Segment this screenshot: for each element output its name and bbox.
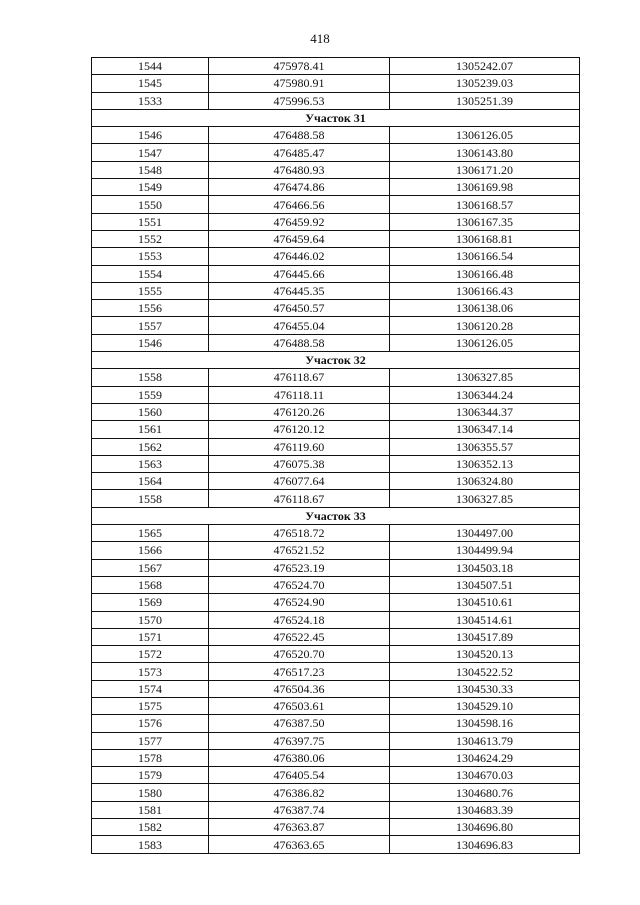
table-row	[92, 403, 580, 420]
x-coordinate-cell: 476455.04	[209, 317, 390, 334]
y-coordinate-cell: 1306171.20	[390, 161, 580, 178]
point-number-cell: 1565	[92, 525, 209, 542]
table-row	[92, 196, 580, 213]
y-coordinate-cell: 1306327.85	[390, 490, 580, 507]
table-row	[92, 784, 580, 801]
table-row	[92, 576, 580, 593]
y-coordinate-cell: 1306167.35	[390, 213, 580, 230]
y-coordinate-cell: 1304514.61	[390, 611, 580, 628]
table-row	[92, 836, 580, 853]
section-header-row	[92, 507, 580, 524]
table-row	[92, 421, 580, 438]
point-number-cell: 1580	[92, 784, 209, 801]
section-header-row	[92, 109, 580, 126]
point-number-cell: 1575	[92, 697, 209, 714]
x-coordinate-cell: 476524.70	[209, 576, 390, 593]
x-coordinate-cell: 476120.12	[209, 421, 390, 438]
x-coordinate-cell: 476488.58	[209, 127, 390, 144]
table-row	[92, 58, 580, 75]
point-number-cell: 1562	[92, 438, 209, 455]
y-coordinate-cell: 1304683.39	[390, 801, 580, 818]
table-row	[92, 386, 580, 403]
y-coordinate-cell: 1304670.03	[390, 767, 580, 784]
x-coordinate-cell: 476120.26	[209, 403, 390, 420]
x-coordinate-cell: 476521.52	[209, 542, 390, 559]
y-coordinate-cell: 1306169.98	[390, 179, 580, 196]
point-number-cell: 1560	[92, 403, 209, 420]
table-row	[92, 473, 580, 490]
table-row	[92, 144, 580, 161]
x-coordinate-cell: 476075.38	[209, 455, 390, 472]
y-coordinate-cell: 1305242.07	[390, 58, 580, 75]
y-coordinate-cell: 1306166.48	[390, 265, 580, 282]
x-coordinate-cell: 476119.60	[209, 438, 390, 455]
x-coordinate-cell: 476504.36	[209, 680, 390, 697]
point-number-cell: 1563	[92, 455, 209, 472]
x-coordinate-cell: 476363.87	[209, 819, 390, 836]
point-number-cell: 1568	[92, 576, 209, 593]
table-row	[92, 92, 580, 109]
coordinates-table	[91, 57, 580, 854]
y-coordinate-cell: 1304613.79	[390, 732, 580, 749]
x-coordinate-cell: 476480.93	[209, 161, 390, 178]
table-row	[92, 317, 580, 334]
y-coordinate-cell: 1306120.28	[390, 317, 580, 334]
y-coordinate-cell: 1306166.43	[390, 282, 580, 299]
y-coordinate-cell: 1304497.00	[390, 525, 580, 542]
y-coordinate-cell: 1306168.81	[390, 230, 580, 247]
y-coordinate-cell: 1304503.18	[390, 559, 580, 576]
table-row	[92, 697, 580, 714]
x-coordinate-cell: 476488.58	[209, 334, 390, 351]
table-row	[92, 369, 580, 386]
y-coordinate-cell: 1304520.13	[390, 646, 580, 663]
table-row	[92, 334, 580, 351]
point-number-cell: 1579	[92, 767, 209, 784]
point-number-cell: 1570	[92, 611, 209, 628]
point-number-cell: 1544	[92, 58, 209, 75]
point-number-cell: 1554	[92, 265, 209, 282]
table-row	[92, 594, 580, 611]
y-coordinate-cell: 1304680.76	[390, 784, 580, 801]
x-coordinate-cell: 476522.45	[209, 628, 390, 645]
y-coordinate-cell: 1304522.52	[390, 663, 580, 680]
point-number-cell: 1583	[92, 836, 209, 853]
y-coordinate-cell: 1306347.14	[390, 421, 580, 438]
y-coordinate-cell: 1304696.83	[390, 836, 580, 853]
table-row	[92, 715, 580, 732]
x-coordinate-cell: 476485.47	[209, 144, 390, 161]
point-number-cell: 1573	[92, 663, 209, 680]
point-number-cell: 1549	[92, 179, 209, 196]
y-coordinate-cell: 1306126.05	[390, 127, 580, 144]
table-row	[92, 490, 580, 507]
point-number-cell: 1567	[92, 559, 209, 576]
x-coordinate-cell: 476466.56	[209, 196, 390, 213]
x-coordinate-cell: 476446.02	[209, 248, 390, 265]
y-coordinate-cell: 1304530.33	[390, 680, 580, 697]
y-coordinate-cell: 1304510.61	[390, 594, 580, 611]
x-coordinate-cell: 476459.64	[209, 230, 390, 247]
table-row	[92, 265, 580, 282]
x-coordinate-cell: 476118.67	[209, 490, 390, 507]
table-row	[92, 680, 580, 697]
x-coordinate-cell: 476459.92	[209, 213, 390, 230]
point-number-cell: 1550	[92, 196, 209, 213]
point-number-cell: 1578	[92, 749, 209, 766]
point-number-cell: 1546	[92, 127, 209, 144]
point-number-cell: 1559	[92, 386, 209, 403]
x-coordinate-cell: 476118.67	[209, 369, 390, 386]
y-coordinate-cell: 1306327.85	[390, 369, 580, 386]
table-row	[92, 300, 580, 317]
y-coordinate-cell: 1306344.24	[390, 386, 580, 403]
point-number-cell: 1561	[92, 421, 209, 438]
point-number-cell: 1545	[92, 75, 209, 92]
table-row	[92, 161, 580, 178]
table-row	[92, 749, 580, 766]
x-coordinate-cell: 476445.66	[209, 265, 390, 282]
point-number-cell: 1548	[92, 161, 209, 178]
table-row	[92, 628, 580, 645]
x-coordinate-cell: 476503.61	[209, 697, 390, 714]
table-row	[92, 611, 580, 628]
y-coordinate-cell: 1305251.39	[390, 92, 580, 109]
table-row	[92, 767, 580, 784]
point-number-cell: 1571	[92, 628, 209, 645]
x-coordinate-cell: 476380.06	[209, 749, 390, 766]
point-number-cell: 1582	[92, 819, 209, 836]
y-coordinate-cell: 1304529.10	[390, 697, 580, 714]
x-coordinate-cell: 475980.91	[209, 75, 390, 92]
x-coordinate-cell: 476445.35	[209, 282, 390, 299]
x-coordinate-cell: 476363.65	[209, 836, 390, 853]
x-coordinate-cell: 476387.50	[209, 715, 390, 732]
point-number-cell: 1576	[92, 715, 209, 732]
table-row	[92, 732, 580, 749]
table-row	[92, 819, 580, 836]
table-row	[92, 559, 580, 576]
point-number-cell: 1533	[92, 92, 209, 109]
x-coordinate-cell: 476524.90	[209, 594, 390, 611]
point-number-cell: 1564	[92, 473, 209, 490]
y-coordinate-cell: 1306352.13	[390, 455, 580, 472]
table-row	[92, 213, 580, 230]
y-coordinate-cell: 1306166.54	[390, 248, 580, 265]
point-number-cell: 1552	[92, 230, 209, 247]
y-coordinate-cell: 1306168.57	[390, 196, 580, 213]
table-row	[92, 646, 580, 663]
y-coordinate-cell: 1306138.06	[390, 300, 580, 317]
point-number-cell: 1566	[92, 542, 209, 559]
y-coordinate-cell: 1306344.37	[390, 403, 580, 420]
point-number-cell: 1551	[92, 213, 209, 230]
x-coordinate-cell: 475996.53	[209, 92, 390, 109]
coordinates-table-body	[92, 58, 580, 854]
table-row	[92, 663, 580, 680]
point-number-cell: 1577	[92, 732, 209, 749]
x-coordinate-cell: 476518.72	[209, 525, 390, 542]
point-number-cell: 1547	[92, 144, 209, 161]
section-title: Участок 33	[92, 507, 580, 524]
x-coordinate-cell: 476524.18	[209, 611, 390, 628]
x-coordinate-cell: 476118.11	[209, 386, 390, 403]
x-coordinate-cell: 475978.41	[209, 58, 390, 75]
table-row	[92, 127, 580, 144]
y-coordinate-cell: 1306143.80	[390, 144, 580, 161]
page-number: 418	[310, 31, 330, 46]
y-coordinate-cell: 1304696.80	[390, 819, 580, 836]
section-title: Участок 32	[92, 352, 580, 369]
point-number-cell: 1574	[92, 680, 209, 697]
point-number-cell: 1557	[92, 317, 209, 334]
y-coordinate-cell: 1304499.94	[390, 542, 580, 559]
x-coordinate-cell: 476450.57	[209, 300, 390, 317]
table-row	[92, 282, 580, 299]
point-number-cell: 1553	[92, 248, 209, 265]
table-row	[92, 75, 580, 92]
y-coordinate-cell: 1304517.89	[390, 628, 580, 645]
point-number-cell: 1558	[92, 490, 209, 507]
table-row	[92, 455, 580, 472]
table-row	[92, 248, 580, 265]
x-coordinate-cell: 476397.75	[209, 732, 390, 749]
y-coordinate-cell: 1306324.80	[390, 473, 580, 490]
table-row	[92, 542, 580, 559]
table-row	[92, 179, 580, 196]
x-coordinate-cell: 476386.82	[209, 784, 390, 801]
point-number-cell: 1555	[92, 282, 209, 299]
x-coordinate-cell: 476474.86	[209, 179, 390, 196]
table-row	[92, 438, 580, 455]
point-number-cell: 1558	[92, 369, 209, 386]
point-number-cell: 1556	[92, 300, 209, 317]
x-coordinate-cell: 476077.64	[209, 473, 390, 490]
y-coordinate-cell: 1305239.03	[390, 75, 580, 92]
y-coordinate-cell: 1306126.05	[390, 334, 580, 351]
y-coordinate-cell: 1304507.51	[390, 576, 580, 593]
x-coordinate-cell: 476520.70	[209, 646, 390, 663]
y-coordinate-cell: 1304624.29	[390, 749, 580, 766]
section-header-row	[92, 352, 580, 369]
table-row	[92, 525, 580, 542]
x-coordinate-cell: 476523.19	[209, 559, 390, 576]
point-number-cell: 1569	[92, 594, 209, 611]
table-row	[92, 230, 580, 247]
y-coordinate-cell: 1304598.16	[390, 715, 580, 732]
x-coordinate-cell: 476387.74	[209, 801, 390, 818]
x-coordinate-cell: 476405.54	[209, 767, 390, 784]
point-number-cell: 1572	[92, 646, 209, 663]
x-coordinate-cell: 476517.23	[209, 663, 390, 680]
y-coordinate-cell: 1306355.57	[390, 438, 580, 455]
table-row	[92, 801, 580, 818]
point-number-cell: 1581	[92, 801, 209, 818]
section-title: Участок 31	[92, 109, 580, 126]
point-number-cell: 1546	[92, 334, 209, 351]
